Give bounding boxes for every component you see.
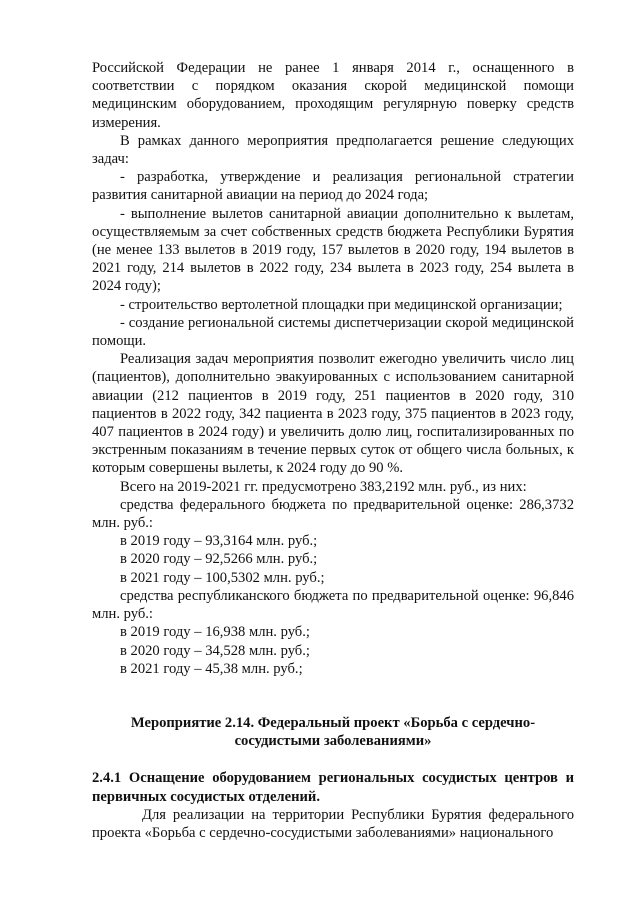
paragraph-results: Реализация задач мероприятия позволит ежегодно увеличить число лиц (пациентов), дополнительно эвакуированных с использованием санитарной авиации (212 пациентов в 2019 году, 251 пациентов в 2020 году, 310 пациентов в 2022 году, 342 пациента в 2023 году, 375 пациентов в 2023 году, 407 пациентов в 2024 году) и увеличить долю лиц, госпитализированных по экстренным показаниям в течение первых суток от общего числа больных, к которым совершены вылеты, к 2024 году до 90 %. — [92, 351, 574, 477]
subsection-heading: 2.4.1 Оснащение оборудованием региональных сосудистых центров и первичных сосудистых отделений. — [92, 770, 574, 805]
spacer — [92, 678, 574, 714]
section-heading: Мероприятие 2.14. Федеральный проект «Борьба с сердечно-сосудистыми заболеваниями» — [130, 714, 536, 750]
paragraph-implementation: Для реализации на территории Республики Бурятия федерального проекта «Борьба с сердечно-сосудистыми заболеваниями» национального — [92, 806, 574, 841]
line-federal-2019: в 2019 году – 93,3164 млн. руб.; — [120, 533, 318, 550]
line-federal-2021: в 2021 году – 100,5302 млн. руб.; — [120, 569, 325, 586]
list-item-dispatch: - создание региональной системы диспетчеризации скорой медицинской помощи. — [92, 314, 574, 350]
paragraph-tasks-intro: В рамках данного мероприятия предполагается решение следующих задач: — [92, 132, 574, 168]
paragraph-total-funding: Всего на 2019-2021 гг. предусмотрено 383,2192 млн. руб., из них: — [120, 478, 527, 495]
paragraph-republic-funding: средства республиканского бюджета по предварительной оценке: 96,846 млн. руб.: — [92, 587, 574, 623]
spacer — [92, 750, 574, 769]
paragraph-continuation: Российской Федерации не ранее 1 января 2014 г., оснащенного в соответствии с порядком оказания скорой медицинской помощи медицинским оборудованием, проходящим регулярную поверку средств измерения. — [92, 60, 574, 131]
list-item-flights: - выполнение вылетов санитарной авиации дополнительно к вылетам, осуществляемым за счет собственных средств бюджета Республики Бурятия (не менее 133 вылетов в 2019 году, 157 вылетов в 2020 году, 194 вылетов в 2021 году, 214 вылетов в 2022 году, 234 вылета в 2023 году, 254 вылета в 2024 году); — [92, 205, 574, 295]
paragraph-federal-funding: средства федерального бюджета по предварительной оценке: 286,3732 млн. руб.: — [92, 496, 574, 532]
line-republic-2021: в 2021 году – 45,38 млн. руб.; — [120, 660, 303, 677]
line-republic-2019: в 2019 году – 16,938 млн. руб.; — [120, 624, 310, 641]
list-item-helipad: - строительство вертолетной площадки при медицинской организации; — [120, 296, 563, 313]
line-republic-2020: в 2020 году – 34,528 млн. руб.; — [120, 642, 310, 659]
list-item-strategy: - разработка, утверждение и реализация региональной стратегии развития санитарной авиации на период до 2024 года; — [92, 169, 574, 204]
line-federal-2020: в 2020 году – 92,5266 млн. руб.; — [120, 551, 318, 568]
